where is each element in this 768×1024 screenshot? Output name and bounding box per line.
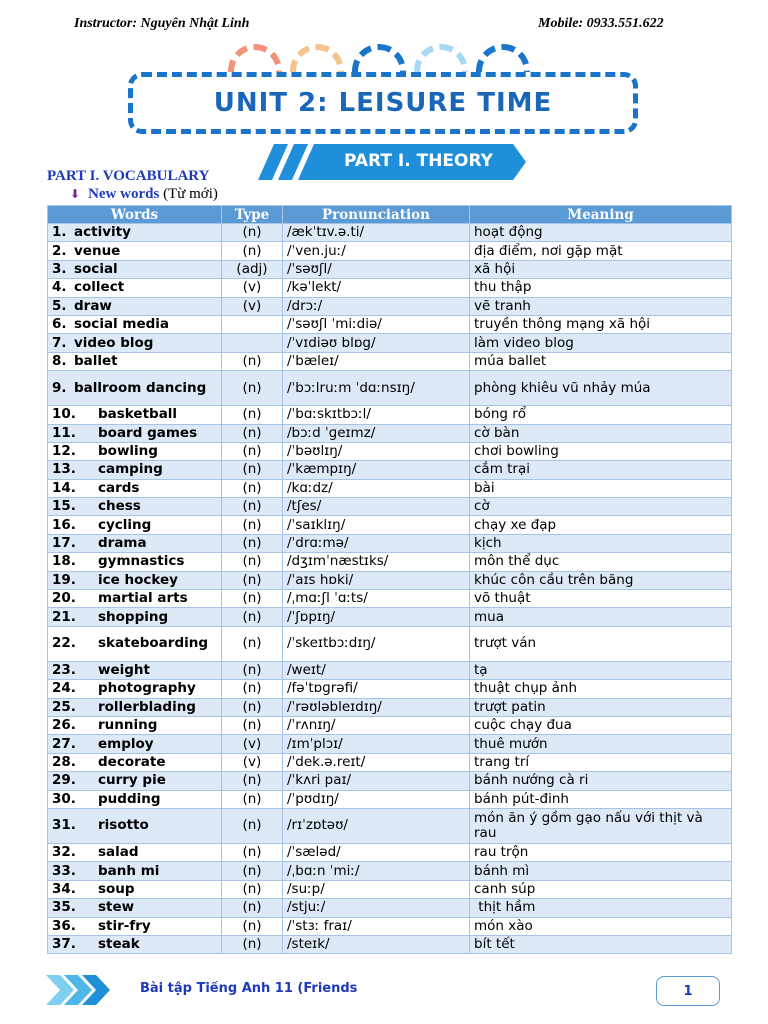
row-number: 35. xyxy=(52,899,76,916)
cell-type: (n) xyxy=(222,590,283,608)
cell-meaning: làm video blog xyxy=(470,334,732,352)
word-text: gymnastics xyxy=(98,553,185,570)
cell-type: (v) xyxy=(222,297,283,315)
cell-pronunciation: /ˈdrɑːmə/ xyxy=(283,534,470,552)
row-number: 19. xyxy=(52,571,76,588)
cell-pronunciation: /ˈsaɪklɪŋ/ xyxy=(283,516,470,534)
cell-meaning: chơi bowling xyxy=(470,442,732,460)
cell-meaning: tạ xyxy=(470,661,732,679)
word-text: social media xyxy=(74,316,170,333)
arrow-bullet-icon: ⬇ xyxy=(70,187,81,201)
cell-type: (n) xyxy=(222,935,283,953)
cell-meaning: cờ bàn xyxy=(470,424,732,442)
cell-word xyxy=(48,242,222,260)
cell-type: (n) xyxy=(222,534,283,552)
cell-type: (n) xyxy=(222,772,283,790)
word-text: collect xyxy=(74,279,125,296)
table-row xyxy=(48,843,732,861)
table-row xyxy=(48,917,732,935)
row-number: 9. xyxy=(52,379,67,396)
word-text: video blog xyxy=(74,334,154,351)
table-row xyxy=(48,899,732,917)
cell-type: (n) xyxy=(222,716,283,734)
cell-meaning: võ thuật xyxy=(470,590,732,608)
cell-word xyxy=(48,880,222,898)
table-row xyxy=(48,571,732,589)
row-number: 26. xyxy=(52,717,76,734)
word-text: banh mi xyxy=(98,862,160,879)
cell-meaning: món ăn ý gồm gạo nấu với thịt và rau xyxy=(470,808,732,843)
cell-type: (n) xyxy=(222,498,283,516)
row-number: 21. xyxy=(52,608,76,625)
table-row xyxy=(48,371,732,406)
cell-type: (v) xyxy=(222,753,283,771)
cell-pronunciation: /ˈrʌnɪŋ/ xyxy=(283,716,470,734)
cell-word xyxy=(48,772,222,790)
cell-meaning: món xào xyxy=(470,917,732,935)
cell-meaning: khúc côn cầu trên băng xyxy=(470,571,732,589)
row-number: 34. xyxy=(52,880,76,897)
cell-type: (n) xyxy=(222,371,283,406)
cell-word xyxy=(48,406,222,424)
cell-type: (n) xyxy=(222,442,283,460)
word-text: ballroom dancing xyxy=(74,379,207,396)
cell-pronunciation: /tʃes/ xyxy=(283,498,470,516)
row-number: 8. xyxy=(52,352,67,369)
word-text: martial arts xyxy=(98,590,188,607)
word-text: salad xyxy=(98,844,139,861)
cell-pronunciation: /ˈbɑːskɪtbɔːl/ xyxy=(283,406,470,424)
cell-meaning: bóng rổ xyxy=(470,406,732,424)
cell-meaning: bánh nướng cà ri xyxy=(470,772,732,790)
row-number: 15. xyxy=(52,498,76,515)
cell-pronunciation: /suːp/ xyxy=(283,880,470,898)
cell-pronunciation: /ˈʃɒpɪŋ/ xyxy=(283,608,470,626)
row-number: 24. xyxy=(52,680,76,697)
cell-meaning: mua xyxy=(470,608,732,626)
row-number: 20. xyxy=(52,590,76,607)
table-row xyxy=(48,242,732,260)
cell-pronunciation: /ˌmɑːʃl ˈɑːts/ xyxy=(283,590,470,608)
row-number: 6. xyxy=(52,316,67,333)
cell-type: (n) xyxy=(222,224,283,242)
cell-type: (n) xyxy=(222,808,283,843)
table-row xyxy=(48,716,732,734)
word-text: soup xyxy=(98,880,135,897)
cell-meaning: thuật chụp ảnh xyxy=(470,680,732,698)
new-words-line xyxy=(70,186,218,203)
word-text: cards xyxy=(98,479,140,496)
word-text: board games xyxy=(98,424,198,441)
word-text: skateboarding xyxy=(98,635,209,652)
cell-pronunciation: /weɪt/ xyxy=(283,661,470,679)
word-text: bowling xyxy=(98,443,158,460)
cell-type: (n) xyxy=(222,626,283,661)
table-header-row xyxy=(48,206,732,224)
cell-pronunciation: /ˈsəʊʃl/ xyxy=(283,260,470,278)
table-row xyxy=(48,608,732,626)
cell-word xyxy=(48,297,222,315)
table-row xyxy=(48,790,732,808)
cell-word xyxy=(48,224,222,242)
cell-meaning: vẽ tranh xyxy=(470,297,732,315)
word-text: curry pie xyxy=(98,772,166,789)
word-text: running xyxy=(98,717,158,734)
cell-pronunciation: /ˈvɪdiəʊ blɒg/ xyxy=(283,334,470,352)
cell-pronunciation: /kɑːdz/ xyxy=(283,479,470,497)
cell-type: (n) xyxy=(222,352,283,370)
table-row xyxy=(48,534,732,552)
cell-pronunciation: /ˈpʊdɪŋ/ xyxy=(283,790,470,808)
cell-word xyxy=(48,735,222,753)
cell-meaning: cắm trại xyxy=(470,461,732,479)
cell-type: (n) xyxy=(222,571,283,589)
cell-word xyxy=(48,862,222,880)
cell-type: (n) xyxy=(222,880,283,898)
word-text: stir-fry xyxy=(98,917,151,934)
cell-pronunciation: /ˈbæleɪ/ xyxy=(283,352,470,370)
cell-type xyxy=(222,315,283,333)
table-row xyxy=(48,315,732,333)
row-number: 31. xyxy=(52,817,76,834)
cell-word xyxy=(48,899,222,917)
word-text: weight xyxy=(98,662,150,678)
table-row xyxy=(48,680,732,698)
word-text: social xyxy=(74,260,118,277)
cell-type: (n) xyxy=(222,698,283,716)
cell-meaning: bài xyxy=(470,479,732,497)
cell-word xyxy=(48,661,222,679)
cell-pronunciation: /drɔː/ xyxy=(283,297,470,315)
cell-meaning: chạy xe đạp xyxy=(470,516,732,534)
cell-type: (n) xyxy=(222,553,283,571)
cell-pronunciation: /dʒɪmˈnæstɪks/ xyxy=(283,553,470,571)
cell-pronunciation: /ˈstɜː fraɪ/ xyxy=(283,917,470,935)
row-number: 33. xyxy=(52,862,76,879)
cell-pronunciation: /ˈrəʊləbleɪdɪŋ/ xyxy=(283,698,470,716)
column-header-pronunciation: Pronunciation xyxy=(283,206,470,224)
cell-word xyxy=(48,753,222,771)
cell-meaning: truyền thông mạng xã hội xyxy=(470,315,732,333)
cell-pronunciation: /ˈkæmpɪŋ/ xyxy=(283,461,470,479)
row-number: 23. xyxy=(52,662,76,678)
cell-meaning: thu thập xyxy=(470,279,732,297)
cell-meaning: địa điểm, nơi gặp mặt xyxy=(470,242,732,260)
section-title: PART I. VOCABULARY xyxy=(47,168,210,184)
cell-pronunciation: /ˈskeɪtbɔːdɪŋ/ xyxy=(283,626,470,661)
cell-type: (n) xyxy=(222,479,283,497)
cell-word xyxy=(48,790,222,808)
cell-type: (n) xyxy=(222,461,283,479)
row-number: 10. xyxy=(52,406,76,423)
cell-meaning: kịch xyxy=(470,534,732,552)
cell-word xyxy=(48,534,222,552)
row-number: 32. xyxy=(52,844,76,861)
cell-word xyxy=(48,260,222,278)
word-text: venue xyxy=(74,242,121,259)
cell-word xyxy=(48,352,222,370)
new-words-note: (Từ mới) xyxy=(163,186,218,202)
table-row xyxy=(48,406,732,424)
cell-meaning: bít tết xyxy=(470,935,732,953)
cell-meaning: hoạt động xyxy=(470,224,732,242)
table-row xyxy=(48,753,732,771)
word-text: stew xyxy=(98,899,135,916)
table-row xyxy=(48,661,732,679)
row-number: 5. xyxy=(52,297,67,314)
cell-meaning: phòng khiêu vũ nhảy múa xyxy=(470,371,732,406)
word-text: photography xyxy=(98,680,196,697)
word-text: steak xyxy=(98,936,140,953)
cell-word xyxy=(48,680,222,698)
table-row xyxy=(48,279,732,297)
cell-type: (n) xyxy=(222,608,283,626)
cell-meaning: bánh mì xyxy=(470,862,732,880)
table-row xyxy=(48,698,732,716)
row-number: 1. xyxy=(52,224,67,241)
cell-type: (v) xyxy=(222,735,283,753)
table-row xyxy=(48,498,732,516)
cell-word xyxy=(48,935,222,953)
cell-meaning: trang trí xyxy=(470,753,732,771)
table-row xyxy=(48,735,732,753)
table-row xyxy=(48,442,732,460)
table-row xyxy=(48,479,732,497)
cell-word xyxy=(48,371,222,406)
cell-pronunciation: /ˈbɔːlruːm ˈdɑːnsɪŋ/ xyxy=(283,371,470,406)
table-row xyxy=(48,862,732,880)
cell-word xyxy=(48,626,222,661)
cell-type: (n) xyxy=(222,680,283,698)
word-text: chess xyxy=(98,498,141,515)
cell-word xyxy=(48,498,222,516)
word-text: decorate xyxy=(98,753,166,770)
table-row xyxy=(48,590,732,608)
cell-word xyxy=(48,917,222,935)
cell-pronunciation: /rɪˈzɒtəʊ/ xyxy=(283,808,470,843)
footer-title: Bài tập Tiếng Anh 11 (Friends xyxy=(140,981,358,996)
word-text: rollerblading xyxy=(98,698,196,715)
cell-meaning: thịt hầm xyxy=(470,899,732,917)
column-header-words: Words xyxy=(48,206,222,224)
word-text: basketball xyxy=(98,406,178,423)
cell-word xyxy=(48,315,222,333)
cell-type: (n) xyxy=(222,917,283,935)
word-text: drama xyxy=(98,535,147,552)
cell-meaning: canh súp xyxy=(470,880,732,898)
table-row xyxy=(48,626,732,661)
cell-type: (n) xyxy=(222,790,283,808)
unit-title-box xyxy=(128,72,638,134)
cell-word xyxy=(48,716,222,734)
cell-type: (n) xyxy=(222,516,283,534)
unit-title: UNIT 2: LEISURE TIME xyxy=(213,88,553,118)
cell-word xyxy=(48,843,222,861)
cell-word xyxy=(48,608,222,626)
cell-word xyxy=(48,698,222,716)
table-row xyxy=(48,424,732,442)
table-row xyxy=(48,772,732,790)
cell-type: (adj) xyxy=(222,260,283,278)
cell-meaning: trượt ván xyxy=(470,626,732,661)
table-row xyxy=(48,808,732,843)
cell-pronunciation: /kəˈlekt/ xyxy=(283,279,470,297)
cell-type: (n) xyxy=(222,862,283,880)
cell-type: (n) xyxy=(222,242,283,260)
table-row xyxy=(48,553,732,571)
word-text: risotto xyxy=(98,817,149,834)
cell-pronunciation: /ˈsæləd/ xyxy=(283,843,470,861)
cell-word xyxy=(48,479,222,497)
row-number: 25. xyxy=(52,698,76,715)
cell-type: (n) xyxy=(222,899,283,917)
cell-word xyxy=(48,808,222,843)
row-number: 30. xyxy=(52,790,76,807)
row-number: 36. xyxy=(52,917,76,934)
row-number: 16. xyxy=(52,516,76,533)
cell-word xyxy=(48,516,222,534)
cell-meaning: thuê mướn xyxy=(470,735,732,753)
cell-pronunciation: /ˈbəʊlɪŋ/ xyxy=(283,442,470,460)
cell-meaning: rau trộn xyxy=(470,843,732,861)
row-number: 22. xyxy=(52,635,76,652)
part-banner xyxy=(244,144,526,180)
word-text: camping xyxy=(98,461,163,478)
cell-meaning: múa ballet xyxy=(470,352,732,370)
cell-type: (v) xyxy=(222,279,283,297)
cell-pronunciation: /fəˈtɒɡrəfi/ xyxy=(283,680,470,698)
cell-pronunciation: /ˈkʌri paɪ/ xyxy=(283,772,470,790)
word-text: pudding xyxy=(98,790,161,807)
banner-label: PART I. THEORY xyxy=(344,151,493,171)
row-number: 27. xyxy=(52,735,76,752)
cell-pronunciation: /ˈdek.ə.reɪt/ xyxy=(283,753,470,771)
column-header-meaning: Meaning xyxy=(470,206,732,224)
table-row xyxy=(48,224,732,242)
row-number: 11. xyxy=(52,424,76,441)
cell-type: (n) xyxy=(222,406,283,424)
word-text: draw xyxy=(74,297,112,314)
row-number: 18. xyxy=(52,553,76,570)
cell-pronunciation: /ˌbɑːn ˈmiː/ xyxy=(283,862,470,880)
table-row xyxy=(48,880,732,898)
cell-meaning: trượt patin xyxy=(470,698,732,716)
cell-pronunciation: /ˈsəʊʃl ˈmiːdiə/ xyxy=(283,315,470,333)
vocabulary-table xyxy=(47,205,732,954)
cell-word xyxy=(48,279,222,297)
row-number: 37. xyxy=(52,936,76,953)
word-text: activity xyxy=(74,224,131,241)
row-number: 7. xyxy=(52,334,67,351)
word-text: cycling xyxy=(98,516,152,533)
table-row xyxy=(48,334,732,352)
table-row xyxy=(48,260,732,278)
cell-pronunciation: /steɪk/ xyxy=(283,935,470,953)
cell-meaning: môn thể dục xyxy=(470,553,732,571)
cell-word xyxy=(48,571,222,589)
row-number: 13. xyxy=(52,461,76,478)
cell-meaning: cuộc chạy đua xyxy=(470,716,732,734)
row-number: 14. xyxy=(52,479,76,496)
table-body xyxy=(48,224,732,954)
cell-pronunciation: /ɪmˈplɔɪ/ xyxy=(283,735,470,753)
cell-type: (n) xyxy=(222,843,283,861)
cell-word xyxy=(48,424,222,442)
word-text: employ xyxy=(98,735,154,752)
table-row xyxy=(48,297,732,315)
word-text: ice hockey xyxy=(98,571,178,588)
row-number: 4. xyxy=(52,279,67,296)
mobile-number: Mobile: 0933.551.622 xyxy=(538,16,664,31)
table-row xyxy=(48,516,732,534)
cell-type: (n) xyxy=(222,661,283,679)
page-number: 1 xyxy=(656,976,720,1006)
cell-word xyxy=(48,442,222,460)
table-row xyxy=(48,352,732,370)
cell-pronunciation: /ˈven.juː/ xyxy=(283,242,470,260)
word-text: shopping xyxy=(98,608,169,625)
cell-word xyxy=(48,461,222,479)
cell-word xyxy=(48,590,222,608)
row-number: 2. xyxy=(52,242,67,259)
row-number: 12. xyxy=(52,443,76,460)
new-words-label: New words xyxy=(88,186,160,202)
cell-meaning: cờ xyxy=(470,498,732,516)
cell-pronunciation: /bɔːd ˈɡeɪmz/ xyxy=(283,424,470,442)
chevron-arrows-icon xyxy=(46,975,116,1005)
table-row xyxy=(48,935,732,953)
row-number: 28. xyxy=(52,753,76,770)
cell-meaning: bánh pút-đinh xyxy=(470,790,732,808)
row-number: 3. xyxy=(52,260,67,277)
cell-word xyxy=(48,553,222,571)
table-row xyxy=(48,461,732,479)
cell-type xyxy=(222,334,283,352)
row-number: 17. xyxy=(52,535,76,552)
column-header-type: Type xyxy=(222,206,283,224)
instructor-name: Instructor: Nguyên Nhật Linh xyxy=(74,16,250,31)
word-text: ballet xyxy=(74,352,118,369)
cell-word xyxy=(48,334,222,352)
cell-pronunciation: /stjuː/ xyxy=(283,899,470,917)
cell-type: (n) xyxy=(222,424,283,442)
cell-pronunciation: /ˈaɪs hɒki/ xyxy=(283,571,470,589)
cell-pronunciation: /ækˈtɪv.ə.ti/ xyxy=(283,224,470,242)
cell-meaning: xã hội xyxy=(470,260,732,278)
row-number: 29. xyxy=(52,772,76,789)
